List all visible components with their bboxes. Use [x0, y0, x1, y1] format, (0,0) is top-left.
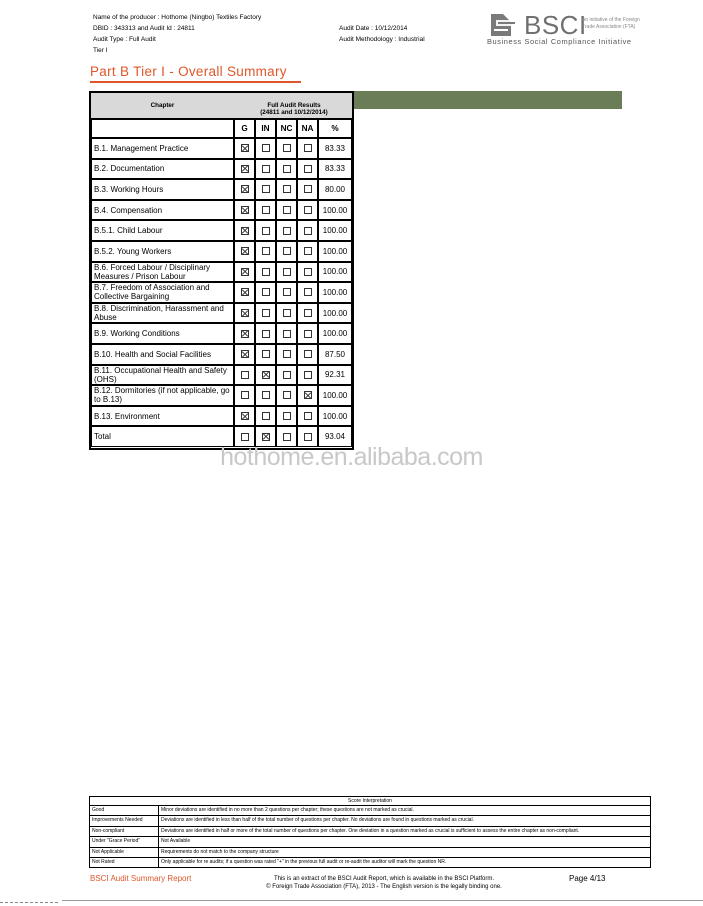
chapter-name: B.2. Documentation: [91, 159, 234, 180]
rating-cell-in: [255, 138, 276, 159]
score-row: [90, 816, 650, 826]
rating-cell-nc: [276, 220, 297, 241]
audit-methodology: Audit Methodology : Industrial: [339, 36, 425, 43]
empty-box-icon: [283, 288, 291, 296]
rating-cell-nc: [276, 200, 297, 221]
rating-cell-na: [297, 303, 318, 324]
score-description: Deviations are identified in half or more of the total number of questions per chapter. One deviation in a question marked as crucial is sufficient to assess the entire chapter as non-compliant.: [161, 827, 580, 834]
full-audit-subtitle: (24811 and 10/12/2014): [260, 109, 328, 116]
checked-box-icon: [241, 206, 249, 214]
chapter-name: B.12. Dormitories (if not applicable, go to B.13): [91, 385, 234, 406]
column-header-g: G: [234, 119, 255, 138]
empty-box-icon: [262, 288, 270, 296]
bsci-logo-name: BSCI: [524, 10, 587, 40]
checked-box-icon: [262, 371, 270, 379]
score-term: Improvements Needed: [90, 816, 159, 825]
rating-cell-in: [255, 406, 276, 427]
score-interpretation-title: Score Interpretation: [90, 797, 650, 806]
percent-value: 100.00: [318, 323, 352, 344]
rating-cell-in: [255, 385, 276, 406]
checked-box-icon: [241, 144, 249, 152]
checked-box-icon: [241, 268, 249, 276]
checked-box-icon: [241, 288, 249, 296]
score-term: Not Rated: [90, 858, 159, 868]
rating-cell-g: [234, 159, 255, 180]
empty-box-icon: [283, 227, 291, 235]
rating-cell-na: [297, 241, 318, 262]
empty-box-icon: [283, 165, 291, 173]
checked-box-icon: [241, 350, 249, 358]
score-row: [90, 806, 650, 816]
rating-cell-nc: [276, 179, 297, 200]
rating-cell-na: [297, 200, 318, 221]
empty-box-icon: [241, 433, 249, 441]
column-header-chapter: Chapter: [150, 102, 175, 109]
column-header-percent: %: [318, 119, 352, 138]
rating-cell-na: [297, 365, 318, 386]
header-band: [354, 91, 622, 109]
checked-box-icon: [241, 330, 249, 338]
empty-box-icon: [283, 350, 291, 358]
checked-box-icon: [241, 247, 249, 255]
empty-box-icon: [304, 309, 312, 317]
column-header-nc: NC: [276, 119, 297, 138]
checked-box-icon: [262, 433, 270, 441]
empty-box-icon: [304, 247, 312, 255]
empty-box-icon: [283, 247, 291, 255]
empty-box-icon: [283, 330, 291, 338]
empty-box-icon: [262, 247, 270, 255]
percent-value: 100.00: [318, 303, 352, 324]
score-term: Good: [90, 806, 159, 815]
rating-cell-na: [297, 179, 318, 200]
rating-cell-g: [234, 138, 255, 159]
table-header: [91, 93, 352, 119]
rating-cell-g: [234, 241, 255, 262]
checked-box-icon: [304, 391, 312, 399]
rating-cell-nc: [276, 159, 297, 180]
chapter-name: B.5.2. Young Workers: [91, 241, 234, 262]
rating-cell-na: [297, 138, 318, 159]
column-header-blank: [91, 119, 234, 138]
rating-cell-in: [255, 200, 276, 221]
rating-cell-g: [234, 200, 255, 221]
rating-cell-in: [255, 159, 276, 180]
chapter-name: B.7. Freedom of Association and Collective Bargaining: [91, 282, 234, 303]
empty-box-icon: [262, 330, 270, 338]
rating-cell-na: [297, 323, 318, 344]
empty-box-icon: [283, 185, 291, 193]
bsci-logo-tag: An initiative of the Foreign Trade Association (FTA): [582, 17, 640, 30]
percent-value: 83.33: [318, 159, 352, 180]
empty-box-icon: [262, 268, 270, 276]
footer-notice: [215, 875, 553, 891]
chapter-name: B.6. Forced Labour / Disciplinary Measures / Prison Labour: [91, 262, 234, 283]
chapter-name: B.1. Management Practice: [91, 138, 234, 159]
chapter-name: B.9. Working Conditions: [91, 323, 234, 344]
score-term: Under "Grace Period": [90, 837, 159, 846]
overall-summary-table: [89, 91, 354, 450]
rating-cell-na: [297, 262, 318, 283]
score-description: Only applicable for re audits; if a question was rated "+" in the previous full audit or re-audit the auditor will mark the question NR.: [161, 859, 447, 865]
score-description: Requirements do not match to the company structure: [161, 848, 279, 855]
rating-cell-g: [234, 179, 255, 200]
rating-cell-in: [255, 179, 276, 200]
bsci-logo: [487, 8, 657, 50]
rating-cell-na: [297, 406, 318, 427]
rating-cell-in: [255, 323, 276, 344]
chapter-name: Total: [91, 426, 234, 447]
checked-box-icon: [241, 412, 249, 420]
percent-value: 100.00: [318, 200, 352, 221]
rating-cell-g: [234, 220, 255, 241]
rating-cell-nc: [276, 138, 297, 159]
rating-cell-na: [297, 220, 318, 241]
rating-cell-nc: [276, 406, 297, 427]
bottom-divider: [62, 900, 703, 901]
percent-value: 100.00: [318, 385, 352, 406]
empty-box-icon: [262, 391, 270, 399]
chapter-name: B.4. Compensation: [91, 200, 234, 221]
rating-cell-na: [297, 159, 318, 180]
empty-box-icon: [283, 206, 291, 214]
section-title: Part B Tier I - Overall Summary: [90, 64, 287, 79]
rating-cell-nc: [276, 344, 297, 365]
empty-box-icon: [304, 371, 312, 379]
empty-box-icon: [262, 185, 270, 193]
rating-cell-g: [234, 385, 255, 406]
empty-box-icon: [304, 268, 312, 276]
bsci-logo-icon: [487, 12, 521, 38]
chapter-name: B.5.1. Child Labour: [91, 220, 234, 241]
empty-box-icon: [262, 412, 270, 420]
percent-value: 100.00: [318, 406, 352, 427]
empty-box-icon: [304, 227, 312, 235]
bottom-dash-divider: [0, 902, 58, 903]
percent-value: 93.04: [318, 426, 352, 447]
checked-box-icon: [241, 309, 249, 317]
chapter-name: B.13. Environment: [91, 406, 234, 427]
rating-cell-g: [234, 303, 255, 324]
percent-value: 100.00: [318, 262, 352, 283]
checked-box-icon: [241, 165, 249, 173]
empty-box-icon: [283, 144, 291, 152]
empty-box-icon: [304, 330, 312, 338]
rating-cell-in: [255, 344, 276, 365]
checked-box-icon: [241, 227, 249, 235]
empty-box-icon: [262, 144, 270, 152]
rating-cell-g: [234, 262, 255, 283]
rating-cell-nc: [276, 282, 297, 303]
score-term: Non-compliant: [90, 827, 159, 836]
empty-box-icon: [283, 268, 291, 276]
empty-box-icon: [262, 350, 270, 358]
chapter-name: B.11. Occupational Health and Safety (OHS): [91, 365, 234, 386]
rating-cell-na: [297, 385, 318, 406]
rating-cell-in: [255, 303, 276, 324]
rating-cell-g: [234, 344, 255, 365]
percent-value: 100.00: [318, 282, 352, 303]
rating-cell-nc: [276, 365, 297, 386]
dbid-audit-id: DBID : 343313 and Audit Id : 24811: [93, 25, 195, 32]
empty-box-icon: [283, 412, 291, 420]
rating-cell-nc: [276, 241, 297, 262]
empty-box-icon: [262, 206, 270, 214]
rating-cell-na: [297, 344, 318, 365]
score-term: Not Applicable: [90, 848, 159, 857]
column-header-na: NA: [297, 119, 318, 138]
score-row: [90, 858, 650, 868]
score-row: [90, 827, 650, 837]
rating-cell-g: [234, 323, 255, 344]
rating-cell-nc: [276, 262, 297, 283]
percent-value: 83.33: [318, 138, 352, 159]
report-name: BSCI Audit Summary Report: [90, 874, 192, 883]
empty-box-icon: [304, 350, 312, 358]
rating-cell-in: [255, 262, 276, 283]
rating-cell-g: [234, 282, 255, 303]
score-row: [90, 837, 650, 847]
percent-value: 92.31: [318, 365, 352, 386]
empty-box-icon: [304, 185, 312, 193]
empty-box-icon: [241, 371, 249, 379]
page-number: Page 4/13: [569, 874, 606, 883]
score-description: Deviations are identified in less than half of the total number of questions per chapter. No deviations are found in questions marked as crucial.: [161, 817, 474, 824]
score-row: [90, 848, 650, 858]
empty-box-icon: [283, 371, 291, 379]
empty-box-icon: [262, 227, 270, 235]
audit-type: Audit Type : Full Audit: [93, 36, 156, 43]
rating-cell-in: [255, 365, 276, 386]
empty-box-icon: [304, 165, 312, 173]
score-description: Minor deviations are identified in no more than 2 questions per chapter; these questions are not marked as crucial.: [161, 807, 414, 813]
column-header-full-audit: [236, 102, 352, 116]
empty-box-icon: [304, 144, 312, 152]
tier-label: Tier I: [93, 47, 108, 54]
chapter-name: B.10. Health and Social Facilities: [91, 344, 234, 365]
empty-box-icon: [304, 412, 312, 420]
empty-box-icon: [304, 288, 312, 296]
rating-cell-in: [255, 220, 276, 241]
rating-cell-g: [234, 406, 255, 427]
chapter-name: B.8. Discrimination, Harassment and Abuse: [91, 303, 234, 324]
score-interpretation-table: [89, 796, 651, 868]
percent-value: 80.00: [318, 179, 352, 200]
percent-value: 100.00: [318, 220, 352, 241]
empty-box-icon: [283, 391, 291, 399]
percent-value: 100.00: [318, 241, 352, 262]
empty-box-icon: [262, 165, 270, 173]
watermark: hothome.en.alibaba.com: [220, 443, 483, 471]
empty-box-icon: [304, 433, 312, 441]
checked-box-icon: [241, 185, 249, 193]
footer-notice-line1: This is an extract of the BSCI Audit Report, which is available in the BSCI Platform.: [273, 876, 495, 882]
percent-value: 87.50: [318, 344, 352, 365]
rating-cell-in: [255, 241, 276, 262]
rating-cell-g: [234, 365, 255, 386]
rating-cell-nc: [276, 385, 297, 406]
score-description: Not Available: [161, 838, 191, 845]
rating-cell-in: [255, 282, 276, 303]
footer-notice-line2: © Foreign Trade Association (FTA), 2013 - The English version is the legally binding one.: [266, 884, 502, 890]
chapter-name: B.3. Working Hours: [91, 179, 234, 200]
bsci-logo-tagline: Business Social Compliance Initiative: [487, 37, 632, 46]
producer-name: Name of the producer : Hothome (Ningbo) Textiles Factory: [93, 14, 262, 21]
rating-cell-nc: [276, 323, 297, 344]
full-audit-title: Full Audit Results: [267, 102, 321, 109]
empty-box-icon: [283, 309, 291, 317]
section-title-underline: [90, 81, 301, 83]
audit-date: Audit Date : 10/12/2014: [339, 25, 408, 32]
rating-cell-na: [297, 282, 318, 303]
empty-box-icon: [262, 309, 270, 317]
column-header-in: IN: [255, 119, 276, 138]
empty-box-icon: [241, 391, 249, 399]
rating-cell-nc: [276, 303, 297, 324]
empty-box-icon: [283, 433, 291, 441]
empty-box-icon: [304, 206, 312, 214]
